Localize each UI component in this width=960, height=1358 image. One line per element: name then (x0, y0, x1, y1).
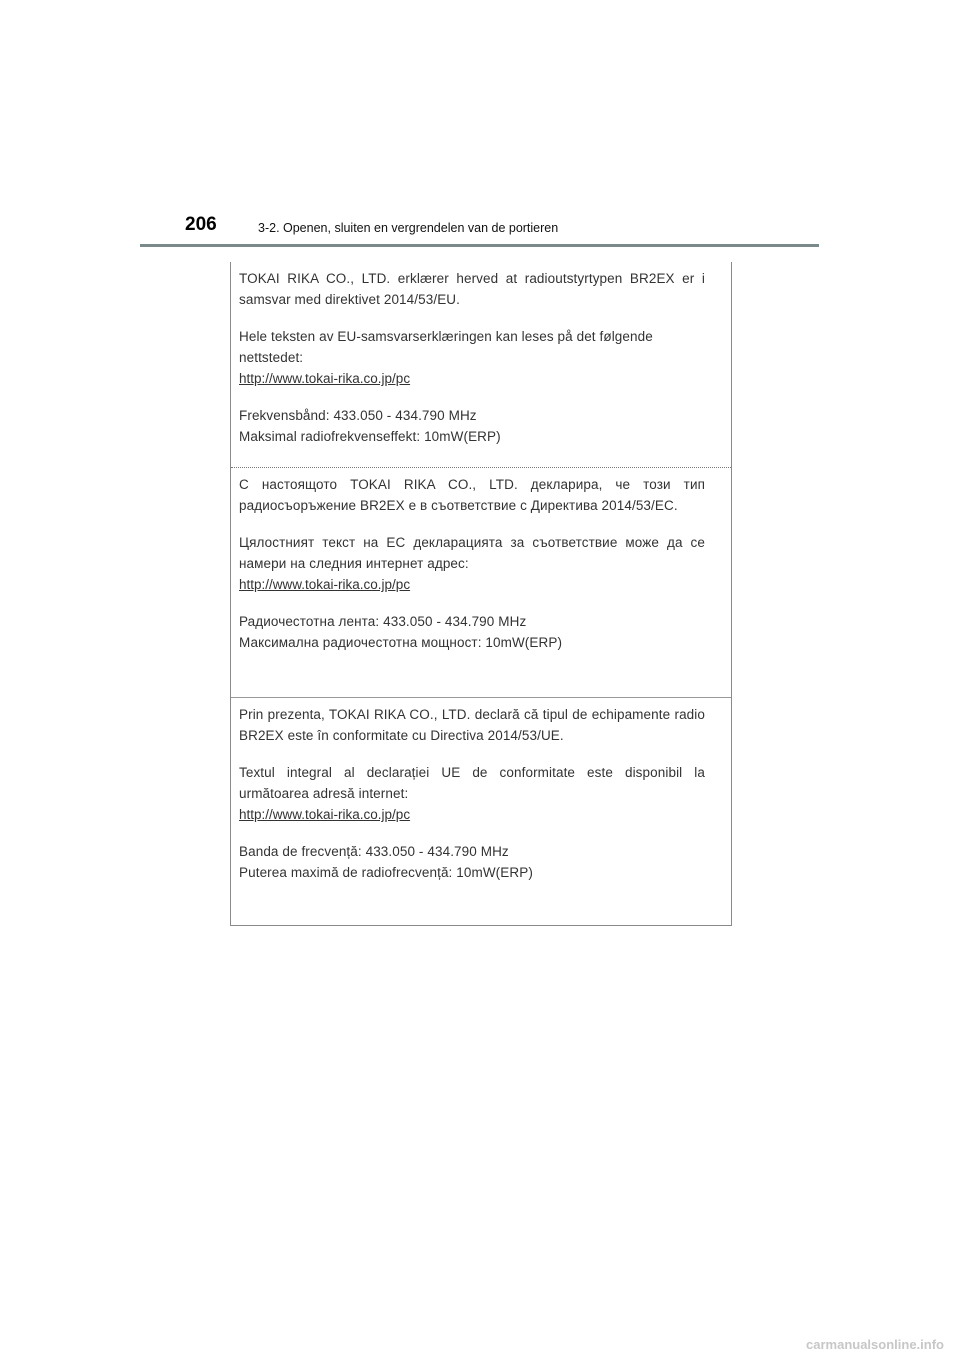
site-watermark: carmanualsonline.info (806, 1337, 944, 1352)
page-header (0, 0, 960, 250)
frequency-band: Frekvensbånd: 433.050 - 434.790 MHz (239, 408, 477, 423)
declaration-block-norwegian (231, 262, 731, 467)
declaration-text: Hele teksten av EU-samsvarserklæringen kan leses på det følgende nettstedet: (239, 329, 653, 365)
frequency-band: Радиочестотна лента: 433.050 - 434.790 MHz (239, 614, 527, 629)
frequency-band: Banda de frecvență: 433.050 - 434.790 MHz (239, 844, 509, 859)
header-rule (140, 244, 819, 247)
declaration-intro: С настоящото TOKAI RIKA CO., LTD. декларира, че този тип радиосъоръжение BR2EX е в съответствие с Директива 2014/53/ЕС. (239, 477, 705, 513)
section-title: 3-2. Openen, sluiten en vergrendelen van de portieren (258, 221, 559, 235)
declaration-url-link[interactable]: http://www.tokai-rika.co.jp/pc (239, 371, 411, 386)
max-power: Puterea maximă de radiofrecvență: 10mW(ERP) (239, 865, 533, 880)
declaration-block-romanian (231, 697, 731, 925)
declaration-text: Цялостният текст на ЕС декларацията за съответствие може да се намери на следния интернет адрес: (239, 535, 705, 571)
declaration-block-bulgarian (231, 467, 731, 697)
max-power: Maksimal radiofrekvenseffekt: 10mW(ERP) (239, 429, 501, 444)
declaration-intro: TOKAI RIKA CO., LTD. erklærer herved at radioutstyrtypen BR2EX er i samsvar med direktivet 2014/53/EU. (239, 271, 705, 307)
declaration-notice-box (230, 262, 732, 926)
declaration-url-link[interactable]: http://www.tokai-rika.co.jp/pc (239, 807, 411, 822)
declaration-text: Textul integral al declarației UE de conformitate este disponibil la următoarea adresă internet: (239, 765, 705, 801)
page-number: 206 (185, 214, 217, 235)
declaration-intro: Prin prezenta, TOKAI RIKA CO., LTD. declară că tipul de echipamente radio BR2EX este în conformitate cu Directiva 2014/53/UE. (239, 707, 705, 743)
declaration-url-link[interactable]: http://www.tokai-rika.co.jp/pc (239, 577, 411, 592)
max-power: Максимална радиочестотна мощност: 10mW(ERP) (239, 635, 563, 650)
